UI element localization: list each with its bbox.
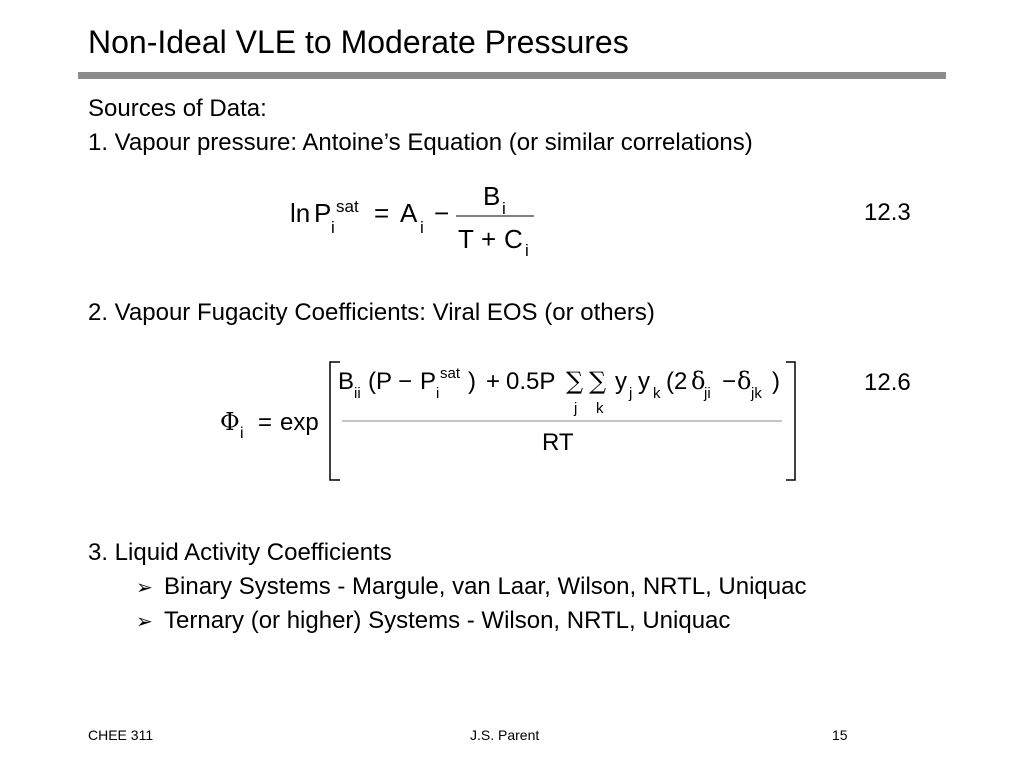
eq2-RT: RT (542, 429, 574, 456)
eq1-equals: = (374, 198, 390, 228)
eq2-minus-2: − (722, 368, 737, 395)
eq1-sup-sat: sat (336, 197, 359, 216)
right-arrowhead-icon: ➢ (136, 609, 153, 633)
eq2-sub-k: k (653, 385, 661, 402)
eq2-sup-sat: sat (440, 365, 461, 382)
eq1-ln: ln (290, 198, 311, 228)
eq2-B: B (338, 368, 355, 395)
slide-title: Non-Ideal VLE to Moderate Pressures (88, 24, 629, 60)
footer-course: CHEE 311 (88, 727, 154, 743)
item-activity-coefficients: 3. Liquid Activity Coefficients (88, 539, 392, 566)
eq2-sum-j-index: j (574, 400, 578, 417)
item-vapour-pressure: 1. Vapour pressure: Antoine’s Equation (or similar correlations) (88, 129, 753, 156)
eq1-C: C (504, 224, 523, 254)
footer-author: J.S. Parent (470, 727, 540, 743)
eq2-delta-ji: δ (691, 367, 706, 395)
eq2-minus: − (398, 368, 413, 395)
eq2-close2: ) (772, 368, 780, 395)
eq1-sub-i-4: i (525, 241, 529, 260)
sources-heading: Sources of Data: (88, 95, 267, 122)
eq2-sum-j: ∑ (566, 367, 584, 395)
eq2-close: ) (468, 368, 476, 395)
eq2-P: P (420, 368, 437, 395)
eq2-open2: (2 (666, 368, 688, 395)
eq2-right-bracket (786, 362, 795, 480)
item-fugacity: 2. Vapour Fugacity Coefficients: Viral EOS (or others) (88, 299, 655, 326)
eq1-T: T (458, 224, 474, 254)
eq1-sub-i-2: i (420, 218, 424, 237)
bullet-binary-systems (136, 572, 806, 602)
eq2-open-P: (P (368, 368, 392, 395)
eq2-sub-i-2: i (436, 385, 440, 402)
eq2-sub-j: j (629, 385, 633, 402)
eq2-y-j: y (615, 368, 627, 395)
eq2-sub-ii: ii (354, 385, 361, 402)
bullet-binary-text: Binary Systems - Margule, van Laar, Wilson, NRTL, Uniquac (164, 573, 807, 600)
eq2-coef: 0.5P (506, 368, 556, 395)
eq2-plus: + (486, 368, 501, 395)
eq2-sum-k: ∑ (589, 367, 607, 395)
eq-number-12-3: 12.3 (864, 199, 911, 226)
bullet-ternary-systems (136, 606, 730, 636)
eq2-Phi: Φ (220, 408, 240, 436)
eq1-P: P (314, 198, 332, 228)
eq1-A: A (400, 198, 418, 228)
eq2-sub-ji: ji (704, 385, 711, 402)
eq1-sub-i-3: i (502, 199, 506, 218)
eq2-y-k: y (638, 368, 650, 395)
eq-number-12-6: 12.6 (864, 369, 911, 396)
eq2-exp: exp (280, 409, 319, 436)
eq2-sum-k-index: k (596, 400, 604, 417)
eq1-sub-i: i (331, 218, 335, 237)
bullet-ternary-text: Ternary (or higher) Systems - Wilson, NRTL, Uniquac (164, 607, 731, 634)
eq2-sub-jk: jk (751, 385, 762, 402)
footer-page-number: 15 (832, 727, 848, 743)
right-arrowhead-icon: ➢ (136, 575, 153, 599)
eq2-delta-jk: δ (737, 367, 752, 395)
eq1-minus: − (434, 198, 450, 228)
eq1-plus: + (481, 224, 497, 254)
eq2-equals: = (258, 409, 273, 436)
eq2-sub-i: i (240, 425, 244, 442)
eq1-B: B (483, 181, 501, 211)
